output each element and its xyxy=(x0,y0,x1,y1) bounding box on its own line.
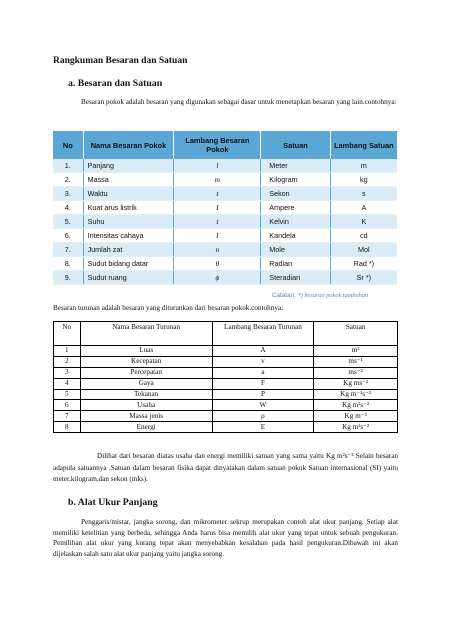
cell-name: Energi xyxy=(80,422,212,433)
cell-no: 4 xyxy=(54,378,81,389)
table-row xyxy=(54,378,398,389)
cell-unit: Kandela xyxy=(261,229,330,243)
cell-symbol: A xyxy=(212,346,314,357)
table-row xyxy=(54,411,398,422)
cell-unit-symbol: A xyxy=(330,201,397,215)
table-row xyxy=(54,356,398,367)
cell-name: Sudut bidang datar xyxy=(83,257,174,271)
table-row xyxy=(53,173,397,187)
cell-unit-symbol: m xyxy=(330,159,397,173)
cell-no: 5 xyxy=(54,389,81,400)
section-b-text: Penggaris/mistar, jangka sorong, dan mikrometer sekrup merupakan contoh alat ukur panjang. Setiap alat memiliki ketelitian yang berbeda, sehingga Anda harus bisa memilih alat ukur yang tepat untuk sebuah pengukuran. Pemilihan alat ukur yang kurang tepat akan menyebabkan kesalahan pada hasil pengukuran.Dibawah ini akan dijelaskan salah satu alat ukur panjang yaitu jangka sorong. xyxy=(53,518,398,558)
col-unit-symbol: Lambang Satuan xyxy=(330,131,397,159)
col-symbol: Lambang Besaran Turunan xyxy=(212,322,314,346)
table-row xyxy=(53,187,397,201)
cell-symbol: W xyxy=(212,400,314,411)
cell-name: Jumlah zat xyxy=(83,243,174,257)
cell-unit: ms⁻¹ xyxy=(314,356,398,367)
section-a-intro: Besaran pokok adalah besaran yang digunakan sebagai dasar untuk menetapkan besaran yang lain.contohnya: xyxy=(81,98,397,106)
cell-unit: Kg m⁻¹s⁻² xyxy=(314,389,398,400)
cell-name: Intensitas cahaya xyxy=(83,229,174,243)
table-row xyxy=(53,215,397,229)
cell-unit-symbol: K xyxy=(330,215,397,229)
cell-unit-symbol: Mol xyxy=(330,243,397,257)
base-quantities-table xyxy=(53,131,397,285)
col-unit: Satuan xyxy=(314,322,398,346)
base-table-caption: Catatan: *) besaran pokok tambahan xyxy=(272,292,369,299)
table-row xyxy=(53,159,397,173)
cell-unit: Steradian xyxy=(261,271,330,285)
section-b-heading: b. Alat Ukur Panjang xyxy=(68,497,158,508)
cell-no: 7 xyxy=(54,411,81,422)
cell-unit: m² xyxy=(314,346,398,357)
cell-symbol: m xyxy=(174,173,261,187)
cell-unit: Kelvin xyxy=(261,215,330,229)
cell-symbol: t xyxy=(174,215,261,229)
cell-no: 1. xyxy=(53,159,83,173)
cell-name: Waktu xyxy=(83,187,174,201)
cell-unit-symbol: Sr *) xyxy=(330,271,397,285)
table-row xyxy=(54,367,398,378)
table-row xyxy=(54,400,398,411)
cell-name: Kecepatan xyxy=(80,356,212,367)
cell-no: 1 xyxy=(54,346,81,357)
table-row xyxy=(53,229,397,243)
derived-quantities-table xyxy=(53,321,398,433)
cell-no: 6 xyxy=(54,400,81,411)
cell-name: Suhu xyxy=(83,215,174,229)
cell-unit: ms⁻² xyxy=(314,367,398,378)
cell-no: 6. xyxy=(53,229,83,243)
cell-symbol: t xyxy=(174,187,261,201)
cell-unit: Kg m²s⁻² xyxy=(314,400,398,411)
cell-no: 8. xyxy=(53,257,83,271)
cell-name: Sudut ruang xyxy=(83,271,174,285)
cell-no: 2. xyxy=(53,173,83,187)
cell-unit: Kg ms⁻² xyxy=(314,378,398,389)
cell-no: 4. xyxy=(53,201,83,215)
derived-intro: Besaran turunan adalah besaran yang diturunkan dari besaran pokok.contohnya: xyxy=(53,304,284,312)
cell-symbol: I xyxy=(174,229,261,243)
cell-no: 3. xyxy=(53,187,83,201)
col-name: Nama Besaran Turunan xyxy=(80,322,212,346)
cell-unit-symbol: Rad *) xyxy=(330,257,397,271)
cell-symbol: n xyxy=(174,243,261,257)
col-name: Nama Besaran Pokok xyxy=(83,131,174,159)
col-unit: Satuan xyxy=(261,131,330,159)
cell-unit: Ampere xyxy=(261,201,330,215)
cell-no: 2 xyxy=(54,356,81,367)
section-a-heading: a. Besaran dan Satuan xyxy=(68,78,163,89)
cell-unit: Radian xyxy=(261,257,330,271)
cell-name: Usaha xyxy=(80,400,212,411)
table-row xyxy=(53,271,397,285)
cell-name: Kuat arus listrik xyxy=(83,201,174,215)
cell-symbol: I xyxy=(174,201,261,215)
page-title: Rangkuman Besaran dan Satuan xyxy=(53,56,188,66)
cell-symbol: ϕ xyxy=(174,271,261,285)
table-row xyxy=(53,243,397,257)
cell-name: Tekanan xyxy=(80,389,212,400)
col-no: No xyxy=(54,322,81,346)
cell-unit-symbol: cd xyxy=(330,229,397,243)
cell-unit: Kg m⁻³ xyxy=(314,411,398,422)
cell-no: 9. xyxy=(53,271,83,285)
cell-symbol: a xyxy=(212,367,314,378)
col-symbol: Lambang Besaran Pokok xyxy=(174,131,261,159)
base-table-header xyxy=(53,131,397,159)
table-row xyxy=(54,346,398,357)
cell-symbol: E xyxy=(212,422,314,433)
cell-symbol: F xyxy=(212,378,314,389)
cell-unit: Sekon xyxy=(261,187,330,201)
cell-unit: Kg m²s⁻² xyxy=(314,422,398,433)
cell-unit: Mole xyxy=(261,243,330,257)
table-row xyxy=(54,422,398,433)
cell-no: 8 xyxy=(54,422,81,433)
cell-name: Panjang xyxy=(83,159,174,173)
cell-no: 3 xyxy=(54,367,81,378)
cell-name: Gaya xyxy=(80,378,212,389)
cell-name: Massa jenis xyxy=(80,411,212,422)
cell-name: Massa xyxy=(83,173,174,187)
cell-symbol: v xyxy=(212,356,314,367)
col-no: No xyxy=(53,131,83,159)
cell-symbol: l xyxy=(174,159,261,173)
table-row xyxy=(54,389,398,400)
cell-unit: Meter xyxy=(261,159,330,173)
cell-unit: Kilogram xyxy=(261,173,330,187)
cell-symbol: P xyxy=(212,389,314,400)
table-row xyxy=(53,257,397,271)
cell-name: Percepatan xyxy=(80,367,212,378)
cell-symbol: θ xyxy=(174,257,261,271)
cell-no: 7. xyxy=(53,243,83,257)
cell-symbol: ρ xyxy=(212,411,314,422)
derived-note: Dilihat dari besaran diatas usaha dan energi memiliki satuan yang sama yaitu Kg m²s⁻² Selain besaran adapula satuannya .Satuan dalam besaran fisika dapat dinyatakan dalam satuan pokok Satuan internasional (SI) yaitu meter,kilogram,dan sekon (mks). xyxy=(53,452,398,483)
cell-unit-symbol: s xyxy=(330,187,397,201)
cell-no: 5. xyxy=(53,215,83,229)
cell-unit-symbol: kg xyxy=(330,173,397,187)
cell-name: Luas xyxy=(80,346,212,357)
derived-table-header xyxy=(54,322,398,346)
table-row xyxy=(53,201,397,215)
